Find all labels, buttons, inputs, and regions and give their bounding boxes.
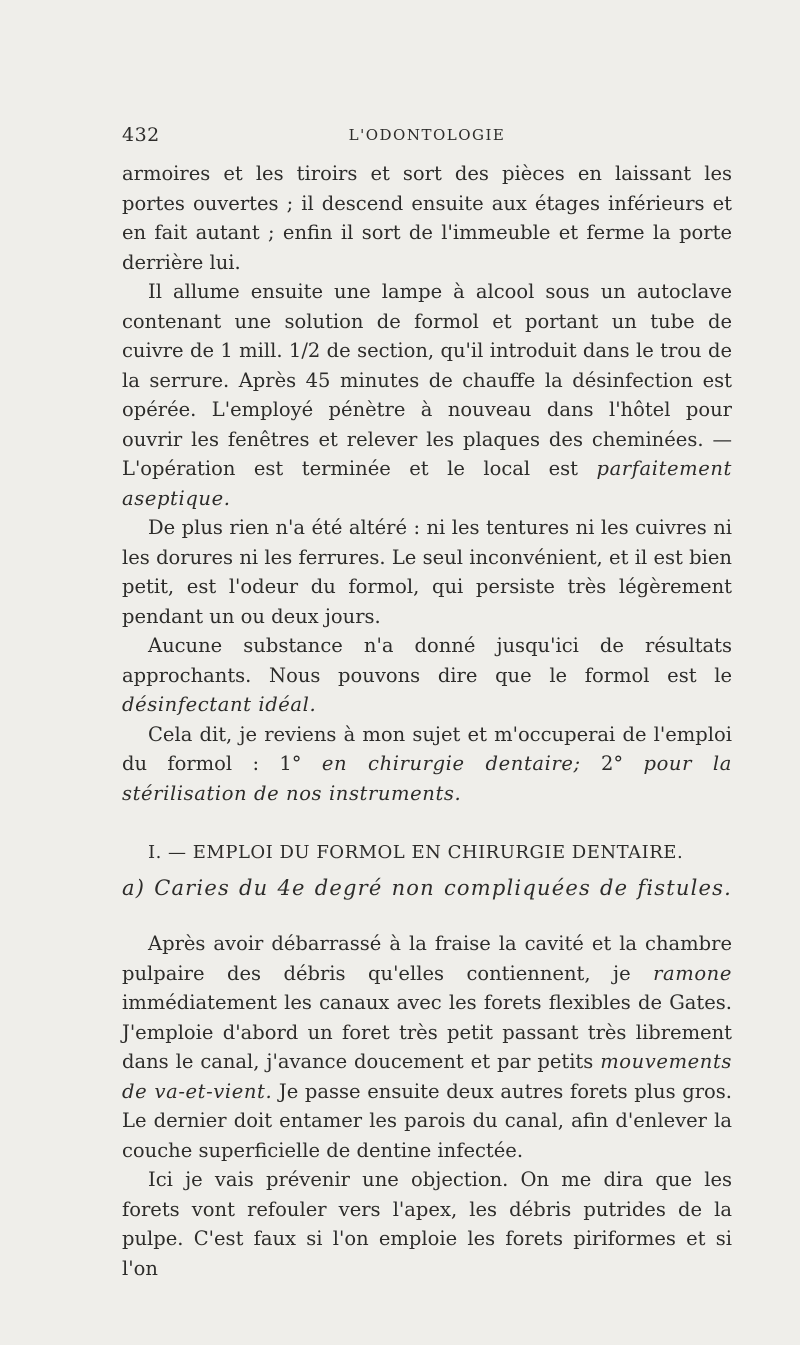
paragraph-6-emphasis-a: ramone bbox=[653, 961, 732, 985]
paragraph-4-text: Aucune substance n'a donné jusqu'ici de résultats approchants. Nous pouvons dire que le formol est le bbox=[122, 634, 732, 687]
paragraph-5-emphasis-a: en chirurgie dentaire; bbox=[321, 752, 581, 775]
page-header bbox=[122, 124, 732, 150]
paragraph-2-text: Il allume ensuite une lampe à alcool sous un autoclave contenant une solution de formol et portant un tube de cuivre de 1 mill. 1/2 de section, qu'il introduit dans le trou de la serrure. Après 45 minutes de chauffe la désinfection est opérée. L'employé pénètre à nouveau dans l'hôtel pour ouvrir les fenêtres et relever les plaques des cheminées. — L'opération est terminée et le local est bbox=[122, 280, 732, 480]
paragraph-7: Ici je vais prévenir une objection. On me dira que les forets vont refouler vers l'apex, les débris putrides de la pulpe. C'est faux si l'on emploie les forets piriformes et si l'on bbox=[122, 1168, 732, 1280]
paragraph-6-text-b: immédiatement les canaux avec les forets flexibles de Gates. J'emploie d'abord un foret très petit passant très librement dans le canal, j'avance doucement et par petits bbox=[122, 991, 732, 1073]
paragraph-5-text-a: Cela dit, je reviens à mon sujet et m'occuperai de l'emploi du formol : 1° bbox=[122, 722, 732, 775]
paragraph-5-emphasis-b: pour la stérilisation de nos instruments. bbox=[122, 752, 732, 805]
running-title: L'ODONTOLOGIE bbox=[348, 126, 506, 144]
section-heading: I. — EMPLOI DU FORMOL EN CHIRURGIE DENTAIRE. bbox=[148, 842, 684, 863]
page-number: 432 bbox=[122, 124, 160, 146]
paragraph-2-emphasis: parfaitement aseptique. bbox=[122, 457, 732, 510]
paragraph-6-text-c: Je passe ensuite deux autres forets plus gros. Le dernier doit entamer les parois du canal, afin d'enlever la couche superficielle de dentine infectée. bbox=[122, 1079, 732, 1162]
paragraph-6-text-a: Après avoir débarrassé à la fraise la cavité et la chambre pulpaire des débris qu'elles contiennent, je bbox=[122, 932, 732, 985]
paragraph-4-emphasis: désinfectant idéal. bbox=[122, 693, 317, 716]
paragraph-5 bbox=[122, 720, 732, 809]
paragraph-6 bbox=[122, 929, 732, 1165]
paragraph-5-text-b: 2° bbox=[580, 752, 644, 775]
paragraph-6-emphasis-b: mouvements de va-et-vient. bbox=[122, 1050, 732, 1103]
paragraph-4 bbox=[122, 631, 732, 720]
body-text bbox=[122, 159, 732, 1283]
paragraph-3: De plus rien n'a été altéré : ni les tentures ni les cuivres ni les dorures ni les ferrures. Le seul inconvénient, et il est bien petit, est l'odeur du formol, qui persiste très légèrement pendant un ou deux jours. bbox=[122, 516, 732, 628]
paragraph-2 bbox=[122, 277, 732, 513]
spacer bbox=[122, 903, 732, 929]
subsection-heading: a) Caries du 4e degré non compliquées de fistules. bbox=[122, 875, 732, 900]
paragraph-1: armoires et les tiroirs et sort des pièces en laissant les portes ouvertes ; il descend ensuite aux étages inférieurs et en fait autant ; enfin il sort de l'immeuble et ferme la porte derrière lui. bbox=[122, 162, 732, 274]
